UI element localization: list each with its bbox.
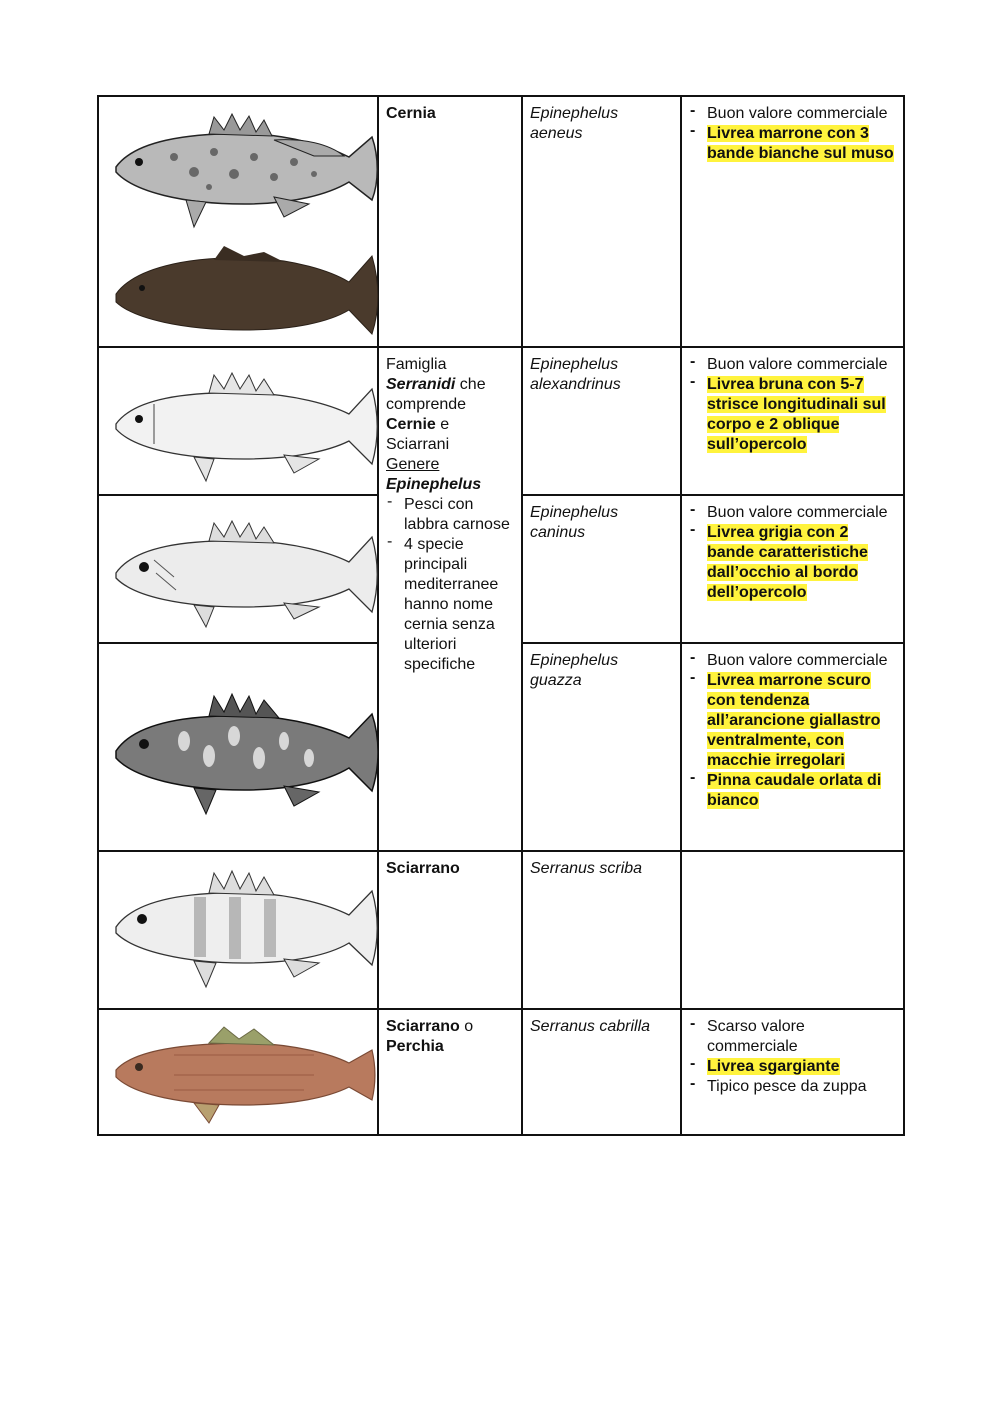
notes-cell xyxy=(681,851,904,1009)
fish-illustration-serranus-cabrilla xyxy=(106,1017,382,1127)
notes-cell xyxy=(681,1009,904,1135)
scientific-name: Epinephelus alexandrinus xyxy=(530,356,621,393)
common-name-join: o xyxy=(459,1018,474,1035)
note-text: Buon valore commerciale xyxy=(707,356,888,373)
notes-cell xyxy=(681,96,904,347)
scientific-name: Serranus scriba xyxy=(530,860,643,877)
scientific-name: Serranus cabrilla xyxy=(530,1018,651,1035)
fish-illustration-epinephelus-alexandrinus xyxy=(106,355,382,487)
scientific-name-cell xyxy=(522,347,681,495)
point-text: 4 specie principali mediterranee hanno nome cernia senza ulteriori specifiche xyxy=(404,536,499,673)
list-item xyxy=(689,1077,896,1097)
list-item xyxy=(689,124,896,164)
note-text: Buon valore commerciale xyxy=(707,504,888,521)
scientific-name: Epinephelus aeneus xyxy=(530,105,619,142)
list-item xyxy=(689,1057,896,1077)
note-text: Tipico pesce da zuppa xyxy=(707,1078,867,1095)
list-item xyxy=(689,523,896,603)
note-text-highlighted: Livrea marrone scuro con tendenza all’arancione giallastro ventralmente, con macchie irregolari xyxy=(707,672,881,769)
family-points xyxy=(386,495,514,675)
fish-illustration-epinephelus-guazza xyxy=(106,651,382,843)
scientific-name-cell xyxy=(522,643,681,851)
common-name-cell xyxy=(378,851,522,1009)
scientific-name-cell xyxy=(522,96,681,347)
list-item xyxy=(689,771,896,811)
family-label: Famiglia xyxy=(386,356,447,373)
notes-list xyxy=(689,503,896,603)
notes-list xyxy=(689,1017,896,1097)
scientific-name-cell xyxy=(522,851,681,1009)
scientific-name-cell xyxy=(522,1009,681,1135)
fish-table xyxy=(97,95,905,1136)
scientific-name: Epinephelus caninus xyxy=(530,504,619,541)
note-text-highlighted: Livrea bruna con 5-7 strisce longitudinali sul corpo e 2 oblique sull’opercolo xyxy=(707,376,886,453)
table-row xyxy=(98,1009,904,1135)
note-text: Buon valore commerciale xyxy=(707,105,888,122)
fish-illustration-epinephelus-aeneus xyxy=(106,104,382,339)
list-item xyxy=(689,375,896,455)
notes-list xyxy=(689,355,896,455)
common-name: Cernia xyxy=(386,105,436,122)
list-item xyxy=(689,503,896,523)
fish-image-cell xyxy=(98,643,378,851)
notes-cell xyxy=(681,643,904,851)
fish-illustration-epinephelus-caninus xyxy=(106,503,382,635)
note-text-highlighted: Pinna caudale orlata di bianco xyxy=(707,772,882,809)
list-item xyxy=(386,535,514,675)
fish-image-cell xyxy=(98,347,378,495)
fish-image-cell xyxy=(98,96,378,347)
family-description-cell xyxy=(378,347,522,851)
common-name: Sciarrano xyxy=(386,1018,460,1035)
list-item xyxy=(689,1017,896,1057)
note-text: Scarso valore commerciale xyxy=(707,1018,805,1055)
fish-illustration-serranus-scriba xyxy=(106,859,382,1001)
table-row xyxy=(98,347,904,495)
family-text: che comprende xyxy=(386,376,486,413)
note-text: Buon valore commerciale xyxy=(707,652,888,669)
note-text-highlighted: Livrea marrone con 3 bande bianche sul muso xyxy=(707,125,894,162)
scientific-name-cell xyxy=(522,495,681,643)
list-item xyxy=(689,355,896,375)
notes-list xyxy=(689,651,896,811)
notes-cell xyxy=(681,495,904,643)
common-name-cell xyxy=(378,96,522,347)
notes-list xyxy=(689,104,896,164)
family-name: Serranidi xyxy=(386,376,456,393)
list-item xyxy=(689,651,896,671)
note-text-highlighted: Livrea grigia con 2 bande caratteristiche dall’occhio al bordo dell’opercolo xyxy=(707,524,868,601)
notes-cell xyxy=(681,347,904,495)
genus-name: Epinephelus xyxy=(386,476,482,493)
table-row xyxy=(98,851,904,1009)
fish-image-cell xyxy=(98,495,378,643)
note-text-highlighted: Livrea sgargiante xyxy=(707,1058,840,1075)
list-item xyxy=(689,104,896,124)
list-item xyxy=(386,495,514,535)
common-name-alt: Perchia xyxy=(386,1038,444,1055)
list-item xyxy=(689,671,896,771)
cernie-label: Cernie xyxy=(386,416,436,433)
fish-image-cell xyxy=(98,851,378,1009)
common-name: Sciarrano xyxy=(386,860,460,877)
scientific-name: Epinephelus guazza xyxy=(530,652,619,689)
common-name-cell xyxy=(378,1009,522,1135)
family-text-2: e Sciarrani xyxy=(386,416,450,453)
table-row xyxy=(98,96,904,347)
genere-label: Genere xyxy=(386,456,440,473)
fish-image-cell xyxy=(98,1009,378,1135)
point-text: Pesci con labbra carnose xyxy=(404,496,510,533)
